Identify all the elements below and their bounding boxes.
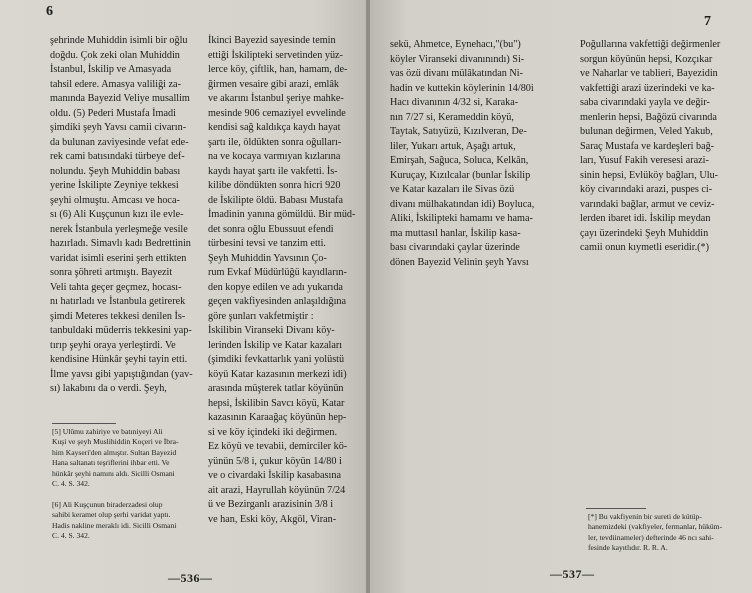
left-page xyxy=(0,0,368,593)
text-line: da bulunan zaviyesinde vefat ede- xyxy=(50,136,189,148)
text-line: ettiği İskilipteki servetinden yüz- xyxy=(208,49,343,61)
text-line: yerine İskilipte Zeyniye tekkesi xyxy=(50,180,179,191)
footnote-rule xyxy=(586,508,646,509)
text-line: dönen Bayezid Velinin şeyh Yavsı xyxy=(390,256,529,268)
text-line: sonra şöhreti artmıştı. Bayezit xyxy=(50,267,173,278)
text-line: kendisine Hünkâr şeyhi tayin etti. xyxy=(50,354,188,365)
text-line: çayı üzerindeki Şeyh Muhiddin xyxy=(580,227,709,239)
text-line: vakfettiği arazi üzerindeki ve ka- xyxy=(580,82,715,94)
text-line: Saraç Mustafa ve kardeşleri bağ- xyxy=(580,140,715,152)
text-line: şimdi Meteres tekkesi denilen İs- xyxy=(50,310,186,322)
text-line: Kuşi ve şeyh Muslihiddin Koçeri ve İbra- xyxy=(52,437,179,447)
text-line: oldu. (5) Pederi Mustafa İmadi xyxy=(50,107,176,119)
text-line: saba civarındaki yayla ve değir- xyxy=(580,97,710,108)
text-line: köyler Viranseki divanınındı) Si- xyxy=(390,53,525,65)
text-line: kendisi sağ kaldıkça kaydı hayat xyxy=(208,122,341,133)
text-line: Hacı divanının 4/32 si, Karaka- xyxy=(390,97,519,108)
text-line: ve han, Eski köy, Akgöl, Viran- xyxy=(208,513,337,525)
text-line: mesinde 906 cemaziyel evvelinde xyxy=(208,107,346,119)
text-line: [6] Ali Kuşçunun biraderzadesi olup xyxy=(52,500,163,509)
text-line: (şimdiki fevkattarlık yani yolüstü xyxy=(208,354,345,365)
right-page-number: 7 xyxy=(704,14,711,29)
text-line: İstanbul, İskilip ve Amasyada xyxy=(50,64,172,75)
text-line: ve akarını İstanbul şeriye mahke- xyxy=(208,93,344,104)
text-line: menlerin hepsi, Bağözü civarında xyxy=(580,111,717,123)
text-line: Aliki, İskilipteki hamamı ve hama- xyxy=(390,213,533,224)
text-line: rum Evkaf Müdürlüğü kayıdların- xyxy=(208,267,347,278)
right-page xyxy=(370,0,752,593)
text-line: [*] Bu vakfiyenin bir sureti de kütüp- xyxy=(588,512,702,521)
text-line: fesinde kayıtlıdır. R. R. A. xyxy=(588,543,668,553)
right-column-2 xyxy=(580,38,746,256)
text-line: Hadis nakline meraklı idi. Sicilli Osmani xyxy=(52,520,177,530)
text-line: ğirmen vesaire gibi arazi, emlâk xyxy=(208,78,339,90)
text-line: varındaki bağlar, armut ve ceviz- xyxy=(580,198,715,210)
text-line: ve Katar kazaları ile Sivas özü xyxy=(390,184,515,195)
text-line: manında Bayezid Veliye musallim xyxy=(50,93,190,104)
right-column-1 xyxy=(390,38,568,270)
text-line: ları, Yusuf Fakih veresesi arazi- xyxy=(580,155,709,166)
text-line: tırıp şeyhi oraya yerleştirdi. Ve xyxy=(50,339,176,351)
text-line: [5] Ulûmu zahiriye ve batıniyeyi Ali xyxy=(52,427,163,436)
text-line: sinin hepsi, Evlüköy bağları, Ulu- xyxy=(580,169,719,181)
text-line: hazırladı. Simavlı kadı Bedrettinin xyxy=(50,238,191,249)
text-line: bası civarındaki çaylar üzerinde xyxy=(390,242,520,253)
left-column-1 xyxy=(50,34,198,397)
text-line: sahibi keramet olup şerhi varidat yaptı. xyxy=(52,510,171,520)
text-line: C. 4. S. 342. xyxy=(52,479,90,489)
text-line: ve o civardaki İskilip kasabasına xyxy=(208,470,341,481)
text-line: şeyhi olmuştu. Amcası ve hoca- xyxy=(50,194,180,206)
text-line: nerek İstanbula yerleşmeğe vesile xyxy=(50,223,188,235)
left-page-number: 6 xyxy=(46,4,53,19)
text-line: doğdu. Çok zeki olan Muhiddin xyxy=(50,49,180,61)
text-line: İmadinin yanına gömüldü. Bir müd- xyxy=(208,209,356,220)
text-line: Ez köyü ve tevabii, demirciler kö- xyxy=(208,441,348,452)
text-line: türbesini tevsi ve tanzim etti. xyxy=(208,238,326,249)
text-line: arasında müşterek tatlar köyünün xyxy=(208,383,344,394)
text-line: Hana saltanatı teşriflerini ihbar etti. Ve xyxy=(52,458,170,468)
text-line: Emirşah, Sağuca, Soluca, Kelkân, xyxy=(390,155,529,166)
text-line: na ve kocaya varmıyan kızlarına xyxy=(208,151,341,162)
text-line: İskilibin Viranseki Divanı köy- xyxy=(208,325,335,336)
text-line: vas özü divanı mülâkatından Ni- xyxy=(390,68,523,79)
text-line: ait arazi, Hayrullah köyünün 7/24 xyxy=(208,484,346,496)
text-line: nın 7/27 si, Kerameddin köyü, xyxy=(390,111,514,123)
text-line: tahsil edere. Amasya valiliği za- xyxy=(50,78,181,90)
text-line: kaydı hayat şartı ile vakfetti. İs- xyxy=(208,165,338,177)
text-line: camii onun kıymetli eseridir.(*) xyxy=(580,242,710,253)
footnote-rule xyxy=(52,423,116,424)
text-line: varidat isimli eserini şerh ettikten xyxy=(50,252,187,264)
text-line: lerce köy, çiftlik, han, hamam, de- xyxy=(208,64,348,75)
text-line: tanbuldaki müderris tekkesini yap- xyxy=(50,325,192,336)
text-line: ü ve Bezirganlı arazisinin 3/8 i xyxy=(208,499,334,510)
text-line: nolundu. Şeyh Muhiddin babası xyxy=(50,165,181,177)
text-line: sı) lakabını da o verdi. Şeyh, xyxy=(50,383,167,394)
text-line: si ve köy içindeki iki değirmen. xyxy=(208,426,338,438)
text-line: Taytak, Satıyüzü, Kızılveran, De- xyxy=(390,126,527,137)
text-line: İkinci Bayezid sayesinde temin xyxy=(208,35,336,46)
text-line: ve Naharlar ve tablieri, Bayezidin xyxy=(580,68,718,79)
text-line: Şeyh Muhiddin Yavsının Ço- xyxy=(208,252,327,264)
text-line: göre şunları vakfetmiştir : xyxy=(208,310,314,322)
text-line: şartı ile, öldükten sonra oğulları- xyxy=(208,136,342,148)
text-line: sorgun köyünün hepsi, Kozçıkar xyxy=(580,53,713,65)
text-line: hanemizdeki (vakfiyeler, fermanlar, hüküm- xyxy=(588,522,723,532)
text-line: lerinden İskilip ve Katar kazaları xyxy=(208,339,343,351)
text-line: hünkâr şeyhi namını aldı. Sicilli Osmani xyxy=(52,468,175,478)
text-line: liler, Yukarı artuk, Aşağı artuk, xyxy=(390,140,516,152)
text-line: kilibe döndükten sonra hicri 920 xyxy=(208,180,341,191)
text-line: Veli tahta geçer geçmez, hocası- xyxy=(50,281,182,293)
text-line: köyü Katar kazasının merkezi idi) xyxy=(208,368,347,380)
text-line: him Kayseri'den almıştır. Sultan Bayezid xyxy=(52,447,177,457)
text-line: C. 4. S. 342. xyxy=(52,531,90,541)
text-line: İlme yavsı gibi yapıştığından (yav- xyxy=(50,368,193,380)
text-line: kazasının Karaağaç köyünün hep- xyxy=(208,412,347,423)
text-line: sekü, Ahmetce, Eynehacı,"(bu") xyxy=(390,39,521,50)
text-line: ler, tevdiinameler) defterinde 46 ncı sahi- xyxy=(588,532,714,542)
text-line: det sonra oğlu Ebussuut efendi xyxy=(208,223,334,235)
text-line: şehrinde Muhiddin isimli bir oğlu xyxy=(50,35,188,46)
text-line: lerden ibaret idi. İskilip meydan xyxy=(580,213,711,224)
left-folio: —536— xyxy=(168,571,213,585)
text-line: geçen vakfiyesinden anlaşıldığına xyxy=(208,296,347,307)
text-line: den kopye edilen ve adı yukarıda xyxy=(208,281,343,293)
text-line: de İskilipte öldü. Babası Mustafa xyxy=(208,194,343,206)
text-line: şimdiki şeyh Yavsı camii civarın- xyxy=(50,122,187,133)
text-line: divanı mülhakatından idi) Boyluca, xyxy=(390,198,535,210)
text-line: hadin ve kuttekin köylerinin 14/80i xyxy=(390,82,534,94)
text-line: hepsi, İskilibin Savcı köyü, Katar xyxy=(208,397,345,409)
text-line: sı (6) Ali Kuşçunun kızı ile evle- xyxy=(50,209,184,220)
left-column-2 xyxy=(208,34,366,527)
text-line: yünün 5/8 i, çukur köyün 14/80 i xyxy=(208,455,342,467)
text-line: ma muttasıl hanlar, İskilip kasa- xyxy=(390,227,521,239)
text-line: Poğullarına vakfettiği değirmenler xyxy=(580,39,721,50)
text-line: rek cami batısındaki türbeye def- xyxy=(50,151,185,162)
text-line: Kuruçay, Kızılcalar (bunlar İskilip xyxy=(390,169,531,181)
footnote-6 xyxy=(52,500,200,542)
text-line: köy civarındaki arazi, puspes ci- xyxy=(580,184,713,195)
text-line: nı hatırladı ve İstanbula getirerek xyxy=(50,296,186,307)
footnote-5 xyxy=(52,427,200,489)
footnote-star xyxy=(588,512,748,554)
text-line: bulunan değirmen, Veled Yakub, xyxy=(580,126,713,137)
right-folio: —537— xyxy=(550,567,595,581)
